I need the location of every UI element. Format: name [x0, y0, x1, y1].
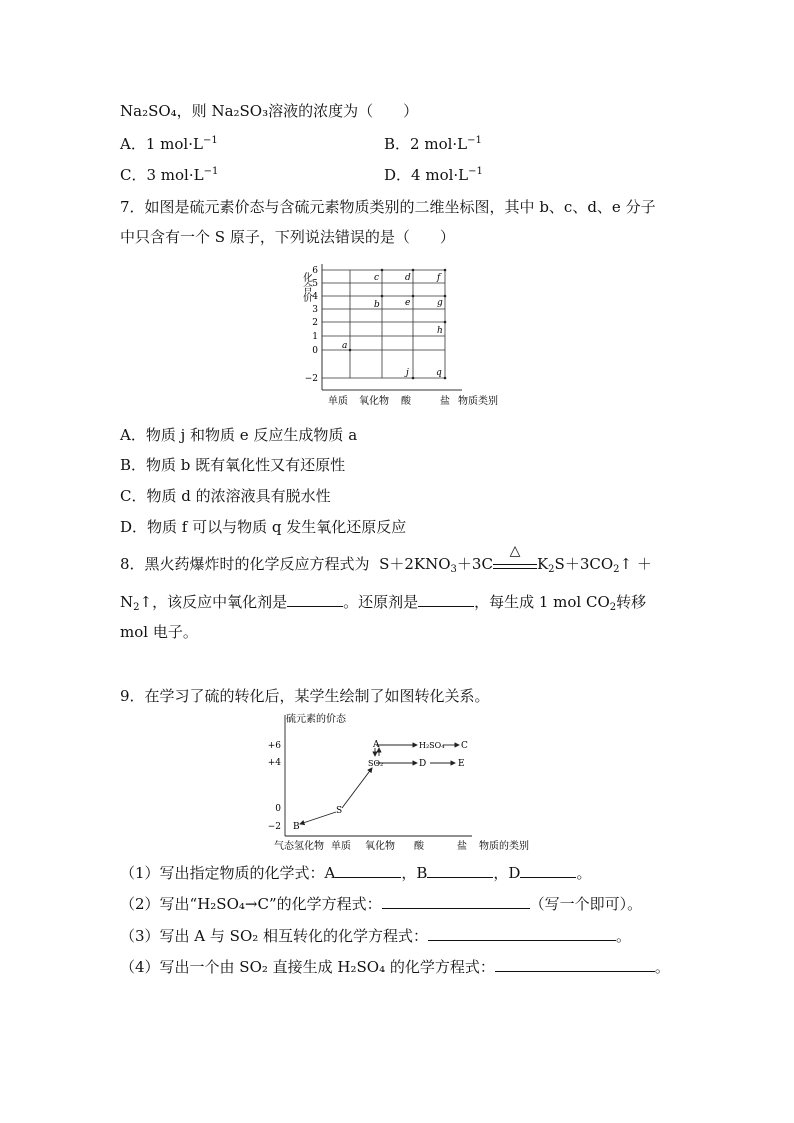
xtick: 盐: [457, 841, 467, 852]
xtick: 单质: [328, 396, 348, 407]
ytick: 4: [312, 292, 318, 302]
ytick: +4: [267, 758, 281, 768]
point-d: d: [405, 273, 411, 283]
xtick: 酸: [414, 841, 424, 852]
q6-option-b: B．2 $mol\cdot L^{-1}$: [384, 135, 482, 153]
q7-stem-line1: 7．如图是硫元素价态与含硫元素物质类别的二维坐标图，其中 b、c、d、e 分子: [120, 198, 656, 216]
answer-blank[interactable]: [520, 862, 576, 878]
answer-blank[interactable]: [287, 591, 343, 607]
ytick: −2: [267, 822, 281, 832]
q8-line1: 8．黑火药爆炸时的化学反应方程式为 $S+2KNO_3+3C$ △ $K_2S+3CO_2↑$ ＋: [120, 543, 652, 575]
q9-transformation-chart: [262, 710, 542, 855]
q7-option-c: C．物质 d 的浓溶液具有脱水性: [120, 487, 331, 505]
point-b: b: [374, 300, 380, 310]
node-A: A: [373, 740, 380, 750]
q6-option-d: D．4 $mol\cdot L^{-1}$: [384, 166, 483, 184]
point-a: a: [342, 341, 348, 351]
q7-ylabel: 化合价: [300, 272, 312, 302]
answer-blank[interactable]: [382, 893, 530, 909]
point-h: h: [437, 326, 443, 336]
xtick: 气态氢化物: [274, 841, 324, 852]
answer-blank[interactable]: [335, 862, 401, 878]
q7-option-b: B．物质 b 既有氧化性又有还原性: [120, 456, 346, 474]
node-B: B: [293, 822, 300, 832]
q9-ylabel: 硫元素的价态: [286, 714, 346, 725]
xtick: 酸: [401, 396, 411, 407]
q7-xlabel: 物质类别: [458, 396, 498, 407]
q9-sub2: （2）写出“H₂SO₄→C”的化学方程式： （写一个即可）。: [120, 895, 643, 913]
q9-sub4: （4）写出一个由 SO₂ 直接生成 H₂SO₄ 的化学方程式： 。: [120, 958, 670, 976]
formula-na2so3: Na₂SO₃: [211, 102, 269, 120]
point-f: f: [437, 273, 441, 283]
node-S: S: [336, 806, 343, 816]
node-C: C: [461, 741, 468, 751]
q7-valence-chart: [300, 260, 510, 410]
xtick: 单质: [331, 841, 351, 852]
q7-option-a: A．物质 j 和物质 e 反应生成物质 a: [120, 426, 358, 444]
answer-blank[interactable]: [428, 925, 616, 941]
xtick: 氧化物: [365, 841, 395, 852]
point-q: q: [436, 368, 442, 378]
point-e: e: [405, 298, 411, 308]
node-E: E: [458, 759, 465, 769]
point-j: j: [406, 368, 409, 378]
q8-line2: $N_2↑$，该反应中氧化剂是 。还原剂是 ，每生成 1 mol $CO_2$转移: [120, 593, 647, 613]
node-SO2: SO₂: [368, 759, 384, 768]
ytick: 2: [312, 318, 318, 328]
q9-xlabel: 物质的类别: [479, 841, 529, 852]
reaction-condition: △: [493, 556, 537, 569]
q6-option-c: C．3 $mol\cdot L^{-1}$: [120, 166, 219, 184]
ytick: 0: [312, 346, 318, 356]
answer-blank[interactable]: [427, 862, 493, 878]
ytick: 6: [312, 266, 318, 276]
point-c: c: [374, 273, 380, 283]
q6-stem: Na₂SO₄，则 Na₂SO₃溶液的浓度为（ ）: [120, 102, 419, 120]
q9-sub1: （1）写出指定物质的化学式：A ，B ，D 。: [120, 864, 592, 882]
xtick: 盐: [440, 396, 450, 407]
q9-stem: 9．在学习了硫的转化后，某学生绘制了如图转化关系。: [120, 687, 490, 705]
xtick: 氧化物: [359, 396, 389, 407]
point-g: g: [437, 298, 443, 308]
q9-sub3: （3）写出 A 与 SO₂ 相互转化的化学方程式： 。: [120, 927, 632, 945]
ytick: 1: [312, 332, 318, 342]
node-H2SO4: H₂SO₄: [419, 741, 445, 750]
ytick: +6: [267, 741, 281, 751]
answer-blank[interactable]: [418, 591, 474, 607]
q6-option-a: A．1 $mol\cdot L^{-1}$: [120, 135, 218, 153]
q7-option-d: D．物质 f 可以与物质 q 发生氧化还原反应: [120, 518, 407, 536]
node-D: D: [419, 759, 427, 769]
answer-blank[interactable]: [495, 956, 655, 972]
q8-line3: mol 电子。: [120, 623, 198, 641]
formula-na2so4: Na₂SO₄: [120, 102, 177, 120]
ytick: 5: [312, 279, 318, 289]
ytick: 0: [275, 804, 281, 814]
q7-stem-line2: 中只含有一个 S 原子，下列说法错误的是（ ）: [120, 228, 455, 246]
ytick: 3: [312, 305, 318, 315]
ytick: −2: [304, 374, 318, 384]
